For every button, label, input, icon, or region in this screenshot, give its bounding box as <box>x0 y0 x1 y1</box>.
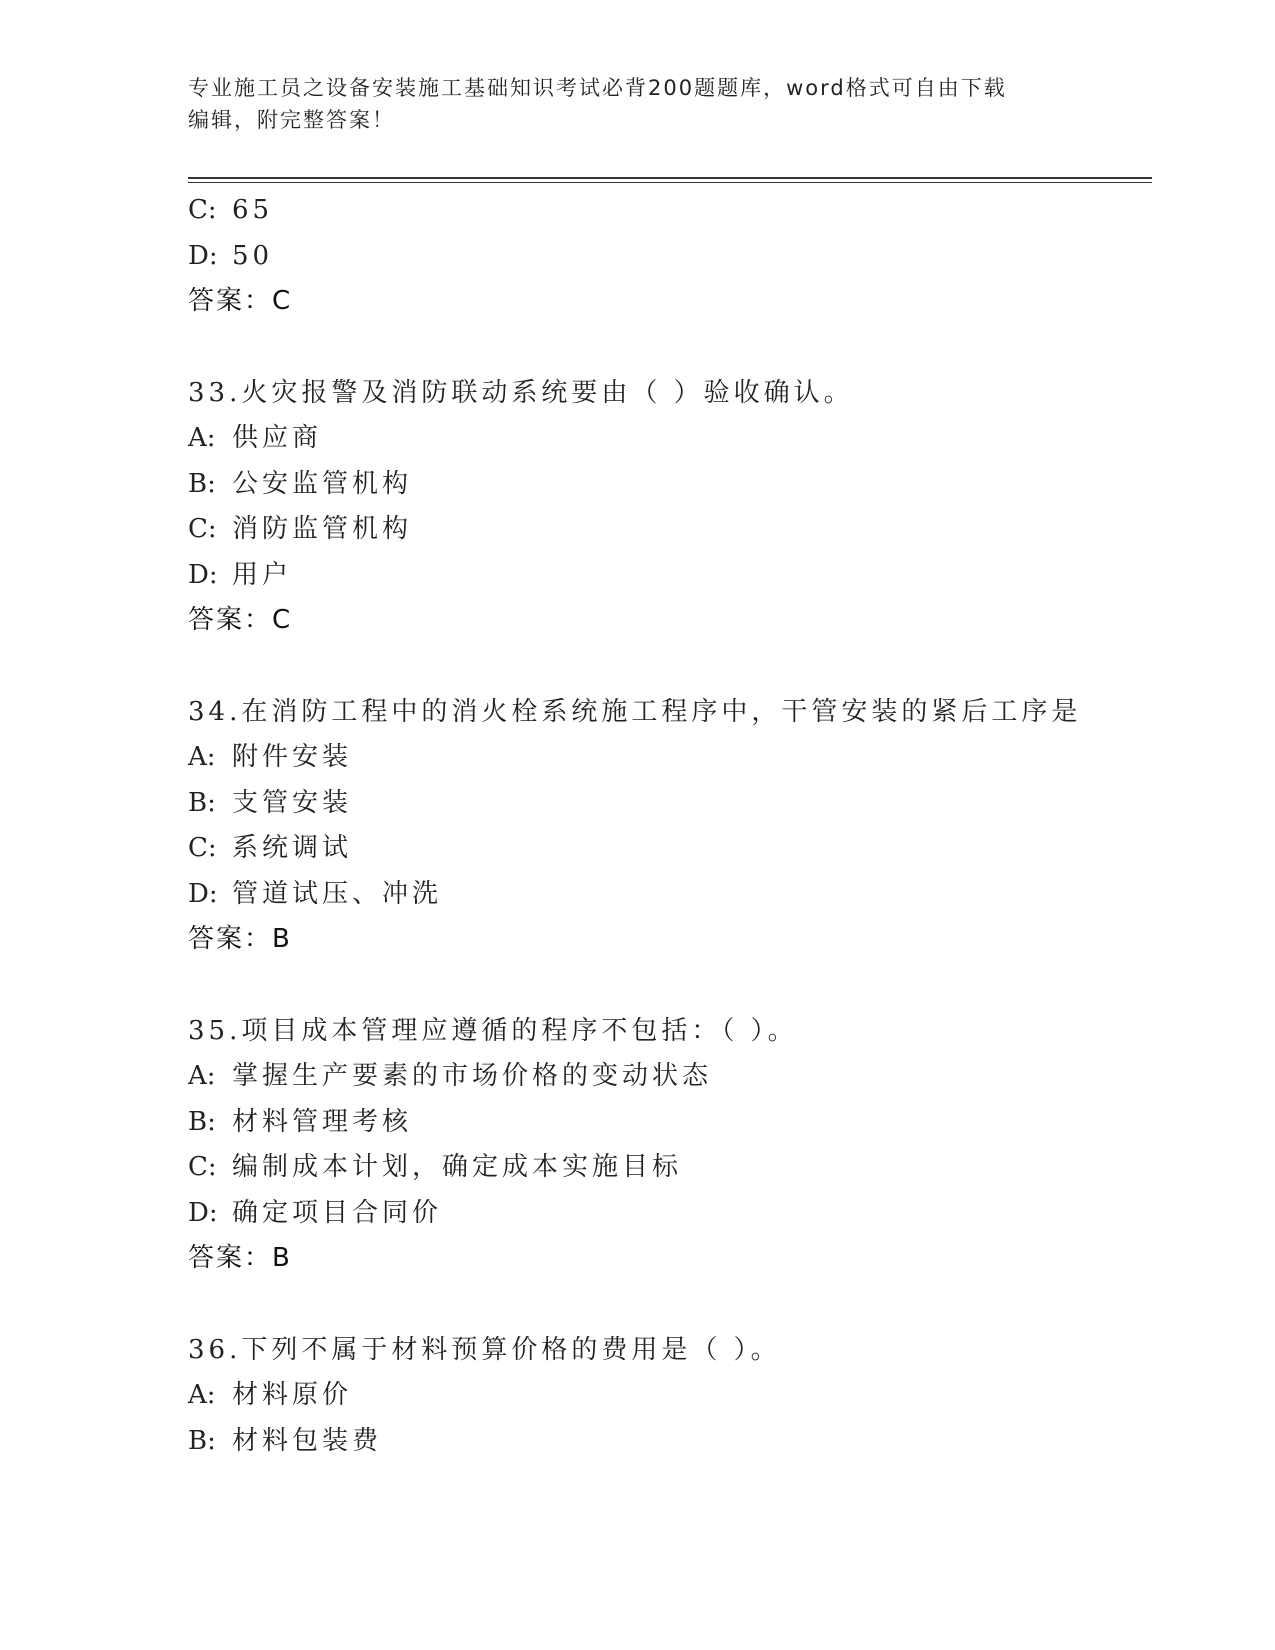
option-text: 支管安装 <box>232 787 353 818</box>
question-text: 34.在消防工程中的消火栓系统施工程序中，干管安装的紧后工序是 <box>188 696 1082 727</box>
option-a <box>188 735 1148 781</box>
question-list <box>188 188 1148 1464</box>
question-block-33 <box>188 371 1148 644</box>
answer-line: 答案：B <box>188 924 292 954</box>
question-block-35 <box>188 1009 1148 1282</box>
option-letter: D: <box>188 1197 218 1228</box>
option-c <box>188 826 1148 872</box>
question-text: 33.火灾报警及消防联动系统要由（ ）验收确认。 <box>188 377 854 408</box>
header-rule-thick <box>188 177 1152 179</box>
option-letter: A: <box>188 742 216 772</box>
option-letter: A: <box>188 423 216 453</box>
option-b <box>188 781 1148 827</box>
option-text: 掌握生产要素的市场价格的变动状态 <box>232 1061 713 1091</box>
answer-line: 答案：C <box>188 605 293 635</box>
question-block-34 <box>188 690 1148 963</box>
option-d <box>188 872 1148 918</box>
option-letter: C: <box>188 833 217 863</box>
option-text: 附件安装 <box>232 742 353 772</box>
answer-line: 答案：B <box>188 1243 292 1273</box>
header-title-line-1: 专业施工员之设备安装施工基础知识考试必背200题题库，word格式可自由下载 <box>188 76 1007 100</box>
option-d <box>188 234 1148 280</box>
option-letter: C: <box>188 195 217 225</box>
question-block-36 <box>188 1328 1148 1465</box>
option-text: 管道试压、冲洗 <box>232 878 443 909</box>
option-text: 确定项目合同价 <box>232 1197 443 1228</box>
option-text: 材料管理考核 <box>232 1106 413 1137</box>
option-c <box>188 507 1148 553</box>
option-a <box>188 1373 1148 1419</box>
option-d <box>188 1191 1148 1237</box>
option-letter: D: <box>188 240 218 271</box>
option-letter: B: <box>188 1425 216 1456</box>
option-text: 编制成本计划，确定成本实施目标 <box>232 1152 683 1182</box>
option-text: 材料原价 <box>232 1380 353 1410</box>
question-block-prev <box>188 188 1148 325</box>
option-letter: D: <box>188 559 218 590</box>
option-text: 用户 <box>232 559 293 590</box>
document-header <box>188 72 1068 136</box>
option-letter: B: <box>188 468 216 499</box>
option-letter: C: <box>188 514 217 544</box>
option-b <box>188 1100 1148 1146</box>
option-c <box>188 1145 1148 1191</box>
option-text: 材料包装费 <box>232 1425 383 1456</box>
option-text: 公安监管机构 <box>232 468 413 499</box>
option-text: 50 <box>232 240 274 271</box>
option-letter: A: <box>188 1061 216 1091</box>
option-letter: C: <box>188 1152 217 1182</box>
option-b <box>188 1419 1148 1465</box>
question-text: 35.项目成本管理应遵循的程序不包括：（ ）。 <box>188 1015 798 1046</box>
option-a <box>188 416 1148 462</box>
option-a <box>188 1054 1148 1100</box>
option-text: 系统调试 <box>232 833 353 863</box>
option-letter: B: <box>188 787 216 818</box>
option-letter: A: <box>188 1380 216 1410</box>
answer-line: 答案：C <box>188 286 293 316</box>
option-text: 消防监管机构 <box>232 514 413 544</box>
option-c <box>188 188 1148 234</box>
option-d <box>188 553 1148 599</box>
option-letter: D: <box>188 878 218 909</box>
option-text: 65 <box>232 195 274 225</box>
question-text: 36.下列不属于材料预算价格的费用是（ ）。 <box>188 1334 781 1365</box>
option-letter: B: <box>188 1106 216 1137</box>
header-title-line-2: 编辑，附完整答案！ <box>188 108 395 132</box>
option-text: 供应商 <box>232 423 323 453</box>
header-rule-thin <box>188 182 1152 183</box>
option-b <box>188 462 1148 508</box>
